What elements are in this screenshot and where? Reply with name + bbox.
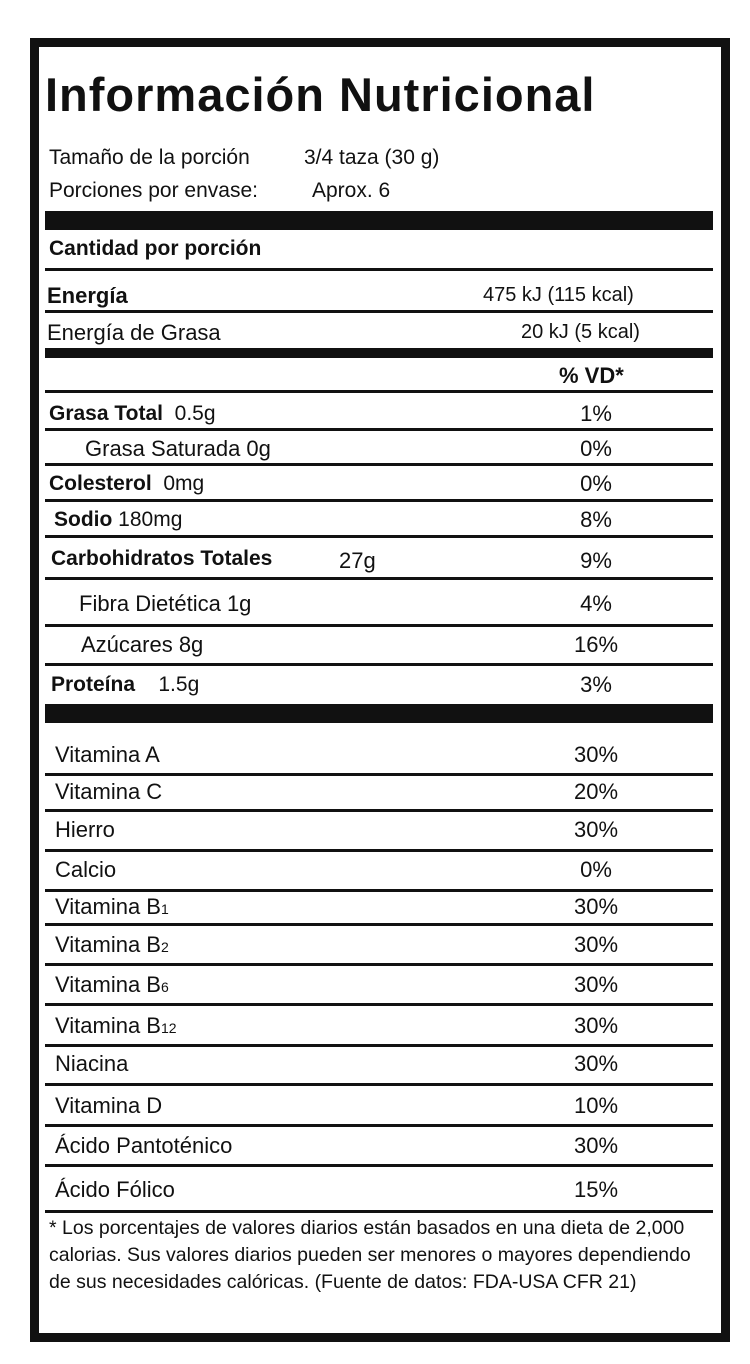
vitamin-label: Vitamina B — [55, 932, 161, 957]
vitamin-dv: 20% — [573, 779, 619, 804]
divider — [45, 1083, 713, 1086]
vitamin-label: Niacina — [55, 1051, 129, 1076]
nutrient-name-carbohydrates: Carbohidratos Totales — [51, 547, 273, 570]
divider — [45, 923, 713, 926]
divider — [45, 889, 713, 892]
divider — [45, 773, 713, 776]
nutrient-name-saturated-fat: Grasa Saturada 0g — [85, 436, 271, 461]
vitamin-label: Vitamina B — [55, 1013, 161, 1038]
vitamin-subscript: 1 — [160, 901, 169, 917]
nutrient-dv: 3% — [580, 672, 612, 697]
vitamin-dv: 0% — [580, 857, 612, 882]
nutrient-amount: 180mg — [118, 508, 183, 531]
vitamin-subscript: 12 — [160, 1020, 177, 1036]
divider — [45, 1003, 713, 1006]
nutrient-dv: 0% — [580, 436, 612, 461]
vitamin-label: Ácido Pantoténico — [55, 1133, 233, 1158]
vitamin-name — [55, 896, 169, 918]
nutrient-name: Colesterol — [49, 472, 152, 495]
vitamin-subscript: 6 — [160, 979, 169, 995]
energy-fat-label: Energía de Grasa — [47, 320, 221, 345]
nutrient-name: Sodio — [54, 508, 113, 531]
nutrient-amount: 0mg — [163, 472, 205, 495]
vitamin-label: Vitamina D — [55, 1093, 163, 1118]
vitamin-dv: 30% — [573, 1013, 619, 1038]
nutrient-name: Proteína — [51, 673, 136, 696]
nutrient-dv: 16% — [573, 632, 619, 657]
nutrient-dv: 9% — [580, 548, 612, 573]
vitamin-label: Calcio — [55, 857, 117, 882]
nutrient-dv: 4% — [580, 591, 612, 616]
vitamin-name — [55, 1015, 177, 1037]
servings-per-container-value: Aprox. 6 — [312, 179, 391, 202]
vitamin-name — [55, 819, 115, 841]
nutrient-amount-carbohydrates: 27g — [339, 548, 376, 573]
nutrient-amount: 0.5g — [174, 402, 216, 425]
vitamin-label: Vitamina B — [55, 972, 161, 997]
vitamin-subscript: 2 — [160, 939, 169, 955]
vitamin-label: Hierro — [55, 817, 115, 842]
label-title: Información Nutricional — [45, 68, 596, 121]
divider — [45, 963, 713, 966]
nutrient-dv: 1% — [580, 401, 612, 426]
dv-header: % VD* — [559, 363, 624, 388]
divider — [45, 1164, 713, 1167]
vitamin-dv: 30% — [573, 742, 619, 767]
divider — [45, 809, 713, 812]
divider — [45, 849, 713, 852]
nutrient-name: Grasa Total — [49, 402, 163, 425]
vitamin-name — [55, 1179, 175, 1201]
nutrient-dv: 8% — [580, 507, 612, 532]
energy-value: 475 kJ (115 kcal) — [483, 284, 634, 306]
vitamin-list — [39, 47, 721, 1207]
serving-size-value: 3/4 taza (30 g) — [304, 146, 440, 169]
vitamin-name — [55, 1135, 232, 1157]
vitamin-dv: 30% — [573, 972, 619, 997]
energy-label: Energía — [47, 283, 128, 308]
vitamin-name — [55, 781, 162, 803]
nutrition-facts-label — [30, 38, 730, 1342]
amount-per-serving: Cantidad por porción — [49, 237, 262, 260]
vitamin-name — [55, 1053, 128, 1075]
energy-fat-value: 20 kJ (5 kcal) — [521, 321, 640, 343]
vitamin-dv: 30% — [573, 932, 619, 957]
vitamin-name — [55, 859, 116, 881]
nutrient-amount: 1.5g — [158, 673, 200, 696]
nutrient-name-fiber: Fibra Dietética 1g — [79, 591, 252, 616]
vitamin-name — [55, 934, 169, 956]
vitamin-name — [55, 744, 160, 766]
vitamin-name — [55, 974, 169, 996]
vitamin-dv: 30% — [573, 1133, 619, 1158]
divider — [45, 1124, 713, 1127]
vitamin-dv: 15% — [573, 1177, 619, 1202]
vitamin-dv: 10% — [573, 1093, 619, 1118]
serving-size-label: Tamaño de la porción — [49, 146, 250, 169]
vitamin-label: Vitamina A — [55, 742, 160, 767]
vitamin-label: Ácido Fólico — [55, 1177, 175, 1202]
nutrient-dv: 0% — [580, 471, 612, 496]
vitamin-label: Vitamina C — [55, 779, 163, 804]
vitamin-dv: 30% — [573, 894, 619, 919]
divider — [45, 1044, 713, 1047]
divider — [45, 1210, 713, 1213]
nutrient-name-sugars: Azúcares 8g — [81, 632, 204, 657]
servings-per-container-label: Porciones por envase: — [49, 179, 258, 202]
vitamin-dv: 30% — [573, 1051, 619, 1076]
vitamin-name — [55, 1095, 162, 1117]
vitamin-dv: 30% — [573, 817, 619, 842]
footnote: * Los porcentajes de valores diarios están basados en una dieta de 2,000 calorias. Sus valores diarios pueden ser menores o mayores dependiendo de sus necesidades calóricas. (Fuente de datos: FDA-USA CFR 21) — [49, 1217, 691, 1293]
vitamin-label: Vitamina B — [55, 894, 161, 919]
